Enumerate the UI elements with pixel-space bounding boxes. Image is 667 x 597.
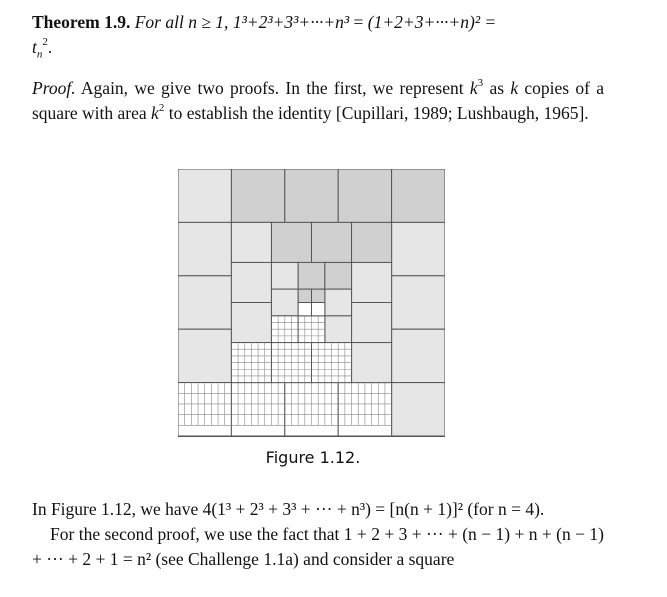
square-k4-top xyxy=(178,169,231,222)
proof-k: k xyxy=(510,78,519,98)
after-paragraph xyxy=(32,497,604,572)
proof-paragraph xyxy=(32,76,604,126)
square-k3-left xyxy=(231,303,271,343)
square-k4-top xyxy=(231,169,284,222)
square-k4-right xyxy=(392,276,445,329)
square-k2-right xyxy=(325,316,352,343)
square-k4-left xyxy=(178,222,231,275)
square-k4-top xyxy=(285,169,338,222)
square-k3-right xyxy=(352,343,392,383)
square-k3-top xyxy=(312,222,352,262)
proof-k2: k xyxy=(151,103,159,123)
square-k2-right xyxy=(325,289,352,316)
square-k3-top xyxy=(271,222,311,262)
theorem-lhs: 1³+2³+3³+···+n³ xyxy=(232,12,350,32)
square-k4-left xyxy=(178,276,231,329)
proof-k3-sup: 3 xyxy=(477,77,484,90)
proof-label: Proof. xyxy=(32,78,76,98)
theorem-prefix: For all xyxy=(134,12,184,32)
after-line-2-wrap xyxy=(32,522,604,572)
theorem-rhs: (1+2+3+···+n)² = xyxy=(367,12,497,32)
proof-k3: k xyxy=(469,78,478,98)
after-line-1: In Figure 1.12, we have 4(1³ + 2³ + 3³ + ··· + n³) = [n(n + 1)]² (for n = 4). xyxy=(32,499,545,519)
square-k4-right xyxy=(392,222,445,275)
proof-k2-sup: 2 xyxy=(158,102,165,115)
square-k1 xyxy=(312,289,325,302)
proof-text-4: to establish the identity [Cupillari, 1989; Lushbaugh, 1965]. xyxy=(164,103,589,123)
square-k4-right xyxy=(392,329,445,382)
square-k4-right xyxy=(392,383,445,436)
proof-text-1: Again, we give two proofs. In the first, we represent xyxy=(75,78,470,98)
theorem xyxy=(32,10,604,60)
square-k3-right xyxy=(352,262,392,302)
square-k2-top xyxy=(271,262,298,289)
square-k1 xyxy=(298,303,311,316)
theorem-t-sub: n xyxy=(36,48,43,61)
theorem-label: Theorem 1.9. xyxy=(32,12,131,32)
square-k2-top xyxy=(325,262,352,289)
square-k2-top xyxy=(298,262,325,289)
square-k4-top xyxy=(338,169,391,222)
square-k4-left xyxy=(178,329,231,382)
proof-text-2: as xyxy=(483,78,511,98)
square-k4-top xyxy=(392,169,445,222)
after-line-2: For the second proof, we use the fact that 1 + 2 + 3 + ··· + (n − 1) + n + (n − 1) + ··· + 2 + 1 = n² (see Challenge 1.1a) and consider a square xyxy=(32,524,604,569)
theorem-t-sup: 2 xyxy=(42,36,48,49)
square-k1 xyxy=(312,303,325,316)
square-k2-left xyxy=(271,289,298,316)
theorem-condition: n ≥ 1, xyxy=(188,12,229,32)
figure-caption: Figure 1.12. xyxy=(265,448,361,467)
square-k3-top xyxy=(231,222,271,262)
square-k3-right xyxy=(352,303,392,343)
proof-text-3: copies of a square with area xyxy=(32,78,605,123)
square-k3-top xyxy=(352,222,392,262)
theorem-t: t xyxy=(32,37,37,57)
theorem-period: . xyxy=(47,37,53,57)
theorem-eq: = xyxy=(353,12,364,32)
figure-squares-diagram xyxy=(178,169,445,437)
square-k3-left xyxy=(231,262,271,302)
square-k1 xyxy=(298,289,311,302)
